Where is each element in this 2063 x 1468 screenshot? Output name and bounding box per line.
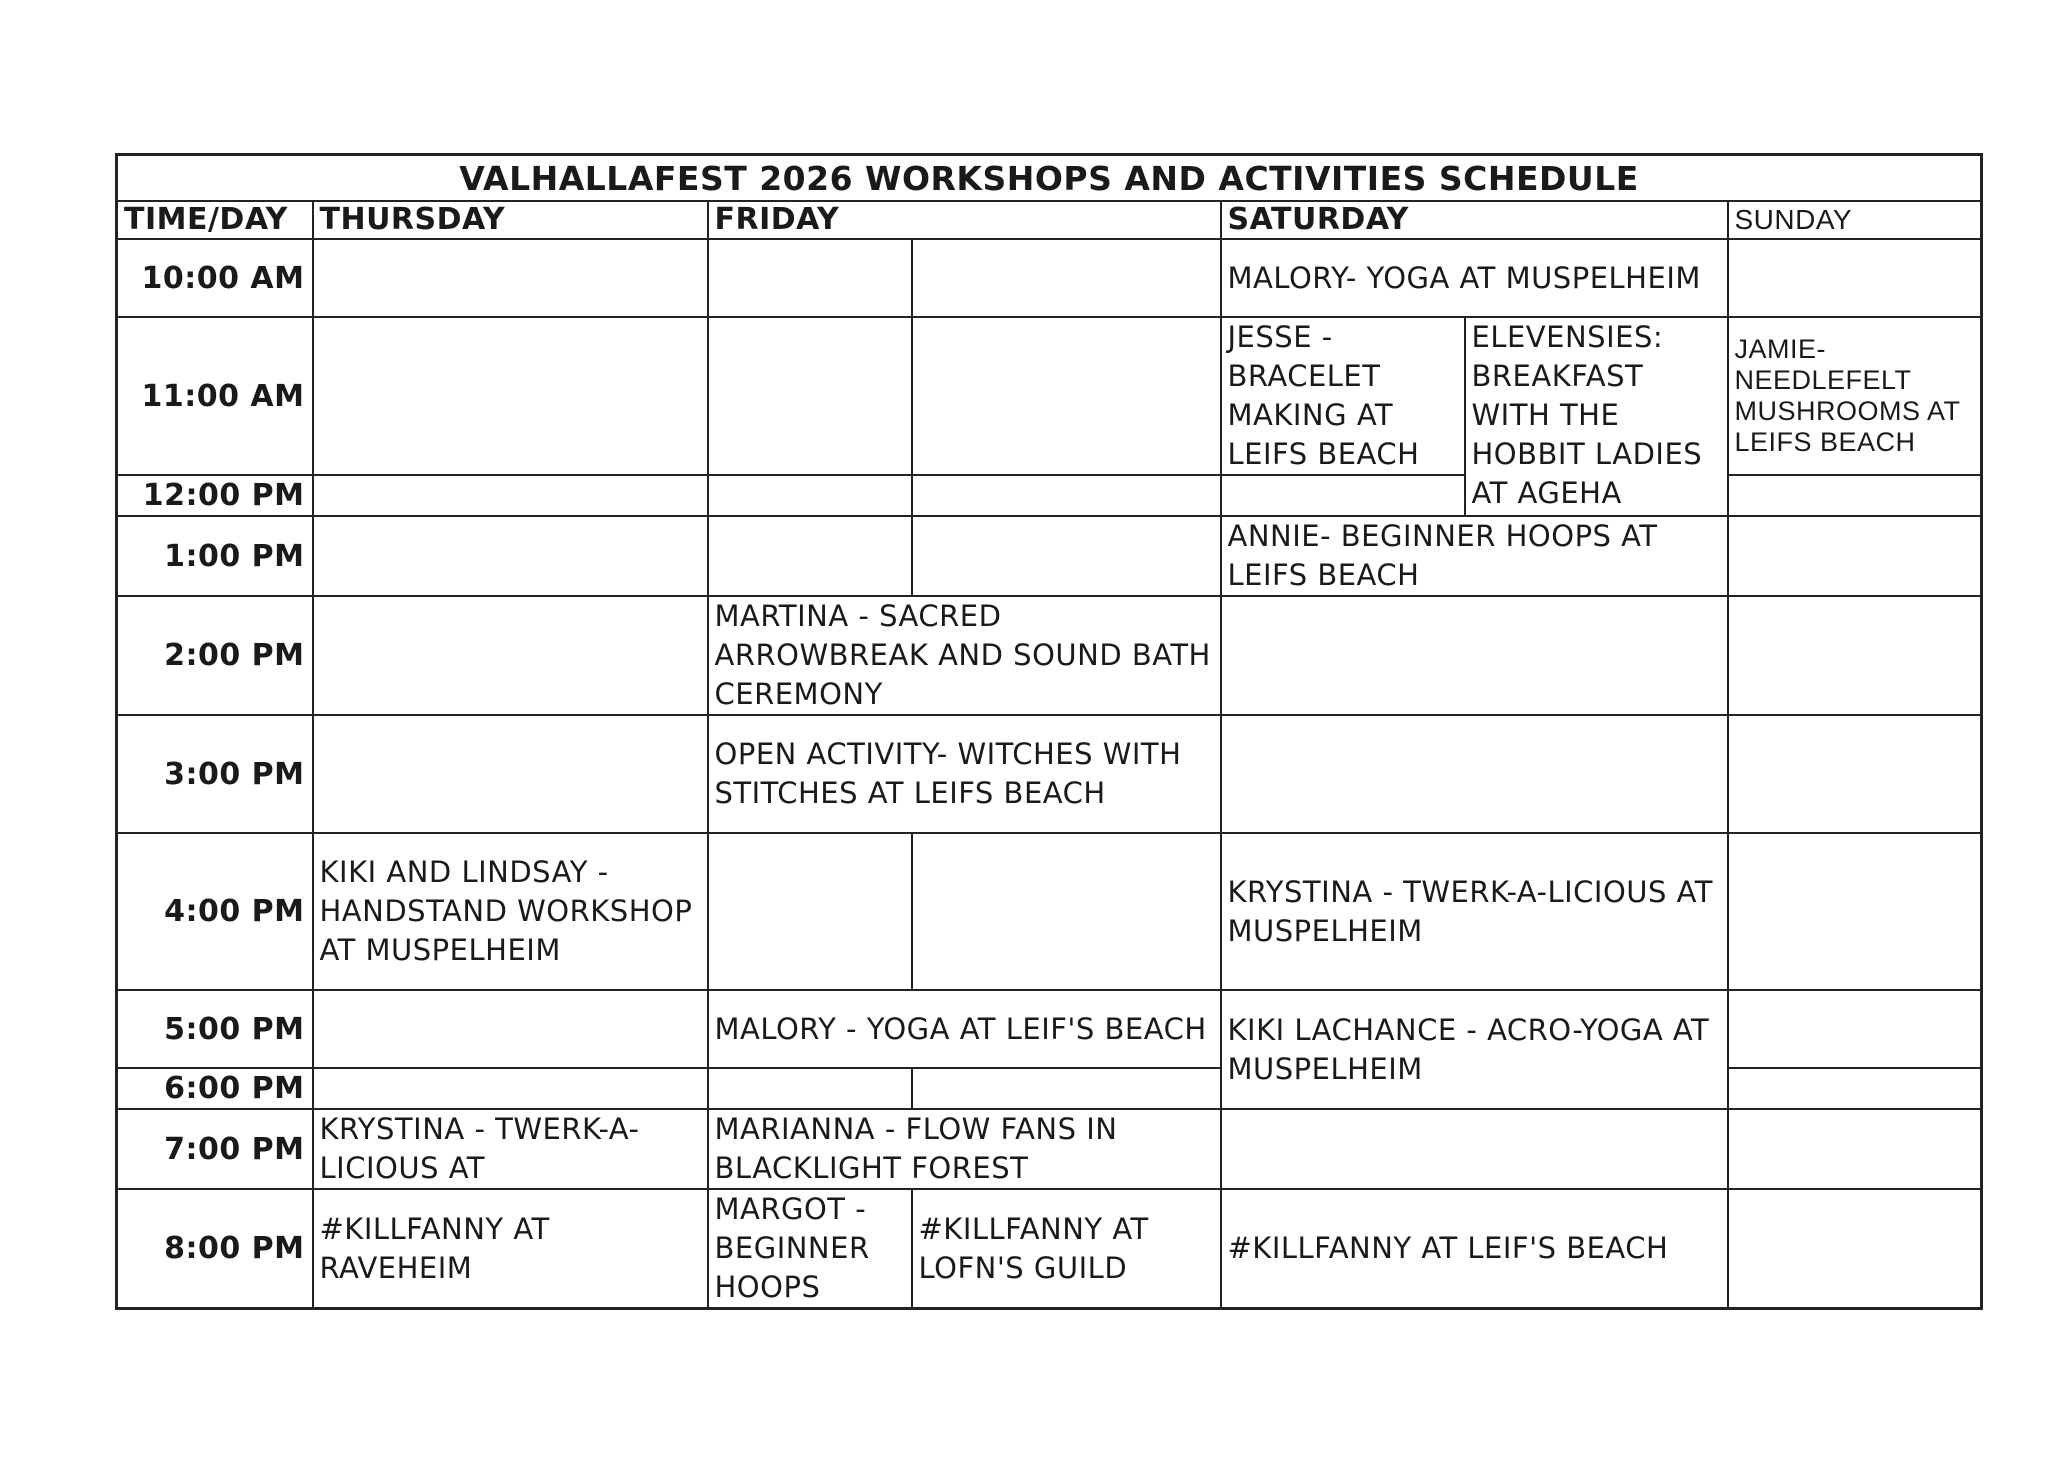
time-label: 4:00 PM [117,833,313,990]
sun-13-cell [1728,516,1982,596]
sat-15-cell [1221,715,1728,833]
thu-20-event: #KILLFANNY AT RAVEHEIM [313,1189,708,1309]
header-saturday: SATURDAY [1221,201,1728,239]
sun-16-cell [1728,833,1982,990]
fri-a-11-cell [708,317,912,475]
time-label: 7:00 PM [117,1109,313,1189]
thu-15-cell [313,715,708,833]
sun-20-cell [1728,1189,1982,1309]
row-4pm [117,833,1982,990]
time-label: 5:00 PM [117,990,313,1068]
thu-18-cell [313,1068,708,1109]
time-label: 6:00 PM [117,1068,313,1109]
time-label: 1:00 PM [117,516,313,596]
fri-a-12-cell [708,475,912,516]
header-friday: FRIDAY [708,201,1221,239]
sun-11-event: JAMIE- NEEDLEFELT MUSHROOMS AT LEIFS BEACH [1728,317,1982,475]
fri-b-11-cell [912,317,1221,475]
row-10am [117,239,1982,317]
header-time-day: TIME/DAY [117,201,313,239]
time-label: 3:00 PM [117,715,313,833]
time-label: 8:00 PM [117,1189,313,1309]
thu-17-cell [313,990,708,1068]
header-thursday: THURSDAY [313,201,708,239]
sat-19-cell [1221,1109,1728,1189]
schedule-table [115,153,1983,1310]
schedule-sheet [115,153,1980,1310]
sat-a-12-cell [1221,475,1465,516]
sat-13-event: ANNIE- BEGINNER HOOPS AT LEIFS BEACH [1221,516,1728,596]
sat-16-event: KRYSTINA - TWERK-A-LICIOUS AT MUSPELHEIM [1221,833,1728,990]
sat-20-event: #KILLFANNY AT LEIF'S BEACH [1221,1189,1728,1309]
thu-12-cell [313,475,708,516]
time-label: 12:00 PM [117,475,313,516]
thu-13-cell [313,516,708,596]
fri-b-12-cell [912,475,1221,516]
thu-11-cell [313,317,708,475]
sun-19-cell [1728,1109,1982,1189]
fri-20-event-a: MARGOT - BEGINNER HOOPS [708,1189,912,1309]
fri-a-10-cell [708,239,912,317]
row-5pm [117,990,1982,1068]
time-label: 2:00 PM [117,596,313,715]
thu-19-event: KRYSTINA - TWERK-A-LICIOUS AT [313,1109,708,1189]
title-row [117,155,1982,202]
fri-a-13-cell [708,516,912,596]
fri-b-18-cell [912,1068,1221,1109]
sun-10-cell [1728,239,1982,317]
row-3pm [117,715,1982,833]
sat-14-cell [1221,596,1728,715]
time-label: 10:00 AM [117,239,313,317]
thu-10-cell [313,239,708,317]
sun-18-cell [1728,1068,1982,1109]
row-2pm [117,596,1982,715]
sun-14-cell [1728,596,1982,715]
row-7pm [117,1109,1982,1189]
fri-19-event: MARIANNA - FLOW FANS IN BLACKLIGHT FOREST [708,1109,1221,1189]
fri-b-13-cell [912,516,1221,596]
header-row [117,201,1982,239]
sun-17-cell [1728,990,1982,1068]
sun-15-cell [1728,715,1982,833]
fri-a-16-cell [708,833,912,990]
sat-10-event: MALORY- YOGA AT MUSPELHEIM [1221,239,1728,317]
fri-15-event: OPEN ACTIVITY- WITCHES WITH STITCHES AT LEIFS BEACH [708,715,1221,833]
row-11am [117,317,1982,475]
row-8pm [117,1189,1982,1309]
thu-16-event: KIKI AND LINDSAY - HANDSTAND WORKSHOP AT MUSPELHEIM [313,833,708,990]
thu-14-cell [313,596,708,715]
fri-14-event: MARTINA - SACRED ARROWBREAK AND SOUND BATH CEREMONY [708,596,1221,715]
row-1pm [117,516,1982,596]
time-label: 11:00 AM [117,317,313,475]
fri-a-18-cell [708,1068,912,1109]
sat-11-event-b: ELEVENSIES: BREAKFAST WITH THE HOBBIT LADIES AT AGEHA [1465,317,1728,516]
fri-b-16-cell [912,833,1221,990]
sat-17-event: KIKI LACHANCE - ACRO-YOGA AT MUSPELHEIM [1221,990,1728,1109]
header-sunday: SUNDAY [1728,201,1982,239]
fri-20-event-b: #KILLFANNY AT LOFN'S GUILD [912,1189,1221,1309]
fri-b-10-cell [912,239,1221,317]
sun-12-cell [1728,475,1982,516]
fri-17-event: MALORY - YOGA AT LEIF'S BEACH [708,990,1221,1068]
schedule-title: VALHALLAFEST 2026 WORKSHOPS AND ACTIVITIES SCHEDULE [117,155,1982,202]
sat-11-event-a: JESSE - BRACELET MAKING AT LEIFS BEACH [1221,317,1465,475]
